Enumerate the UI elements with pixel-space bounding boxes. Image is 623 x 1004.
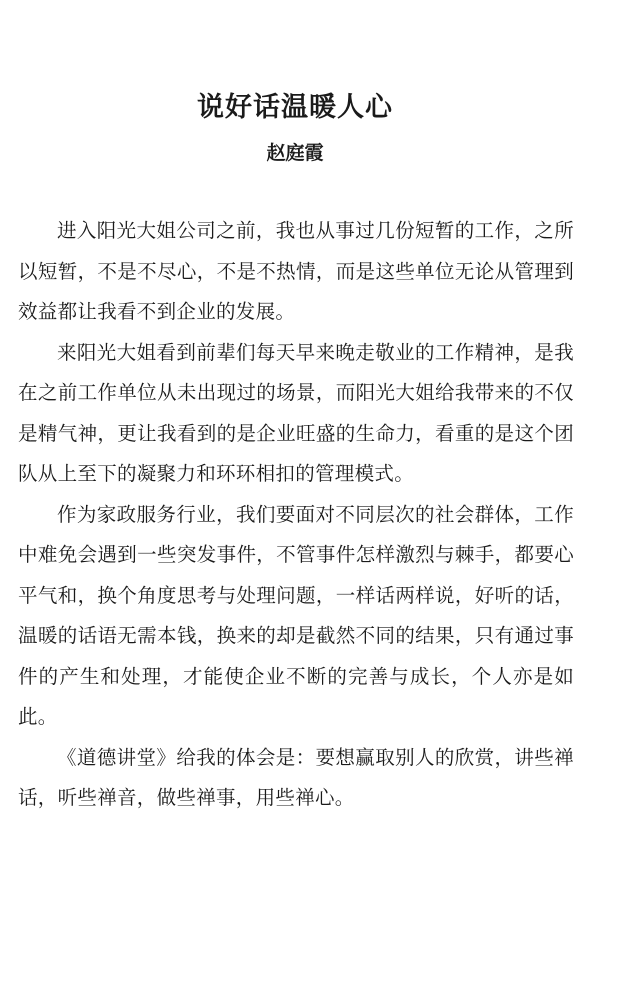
- document-body: [18, 211, 574, 819]
- body-paragraph: 进入阳光大姐公司之前，我也从事过几份短暂的工作，之所以短暂，不是不尽心，不是不热情，而是这些单位无论从管理到效益都让我看不到企业的发展。: [18, 219, 574, 323]
- document-author: 赵庭霞: [266, 142, 324, 164]
- body-paragraph: 《道德讲堂》给我的体会是：要想赢取别人的欣赏，讲些禅话，听些禅音，做些禅事，用些禅心。: [18, 745, 574, 809]
- document-title: 说好话温暖人心: [197, 92, 393, 123]
- body-paragraph: 作为家政服务行业，我们要面对不同层次的社会群体，工作中难免会遇到一些突发事件，不管事件怎样激烈与棘手，都要心平气和，换个角度思考与处理问题，一样话两样说，好听的话，温暖的话语无需本钱，换来的却是截然不同的结果，只有通过事件的产生和处理，才能使企业不断的完善与成长，个人亦是如此。: [18, 502, 574, 728]
- body-paragraph: 来阳光大姐看到前辈们每天早来晚走敬业的工作精神，是我在之前工作单位从未出现过的场景，而阳光大姐给我带来的不仅是精气神，更让我看到的是企业旺盛的生命力，看重的是这个团队从上至下的凝聚力和环环相扣的管理模式。: [18, 340, 574, 485]
